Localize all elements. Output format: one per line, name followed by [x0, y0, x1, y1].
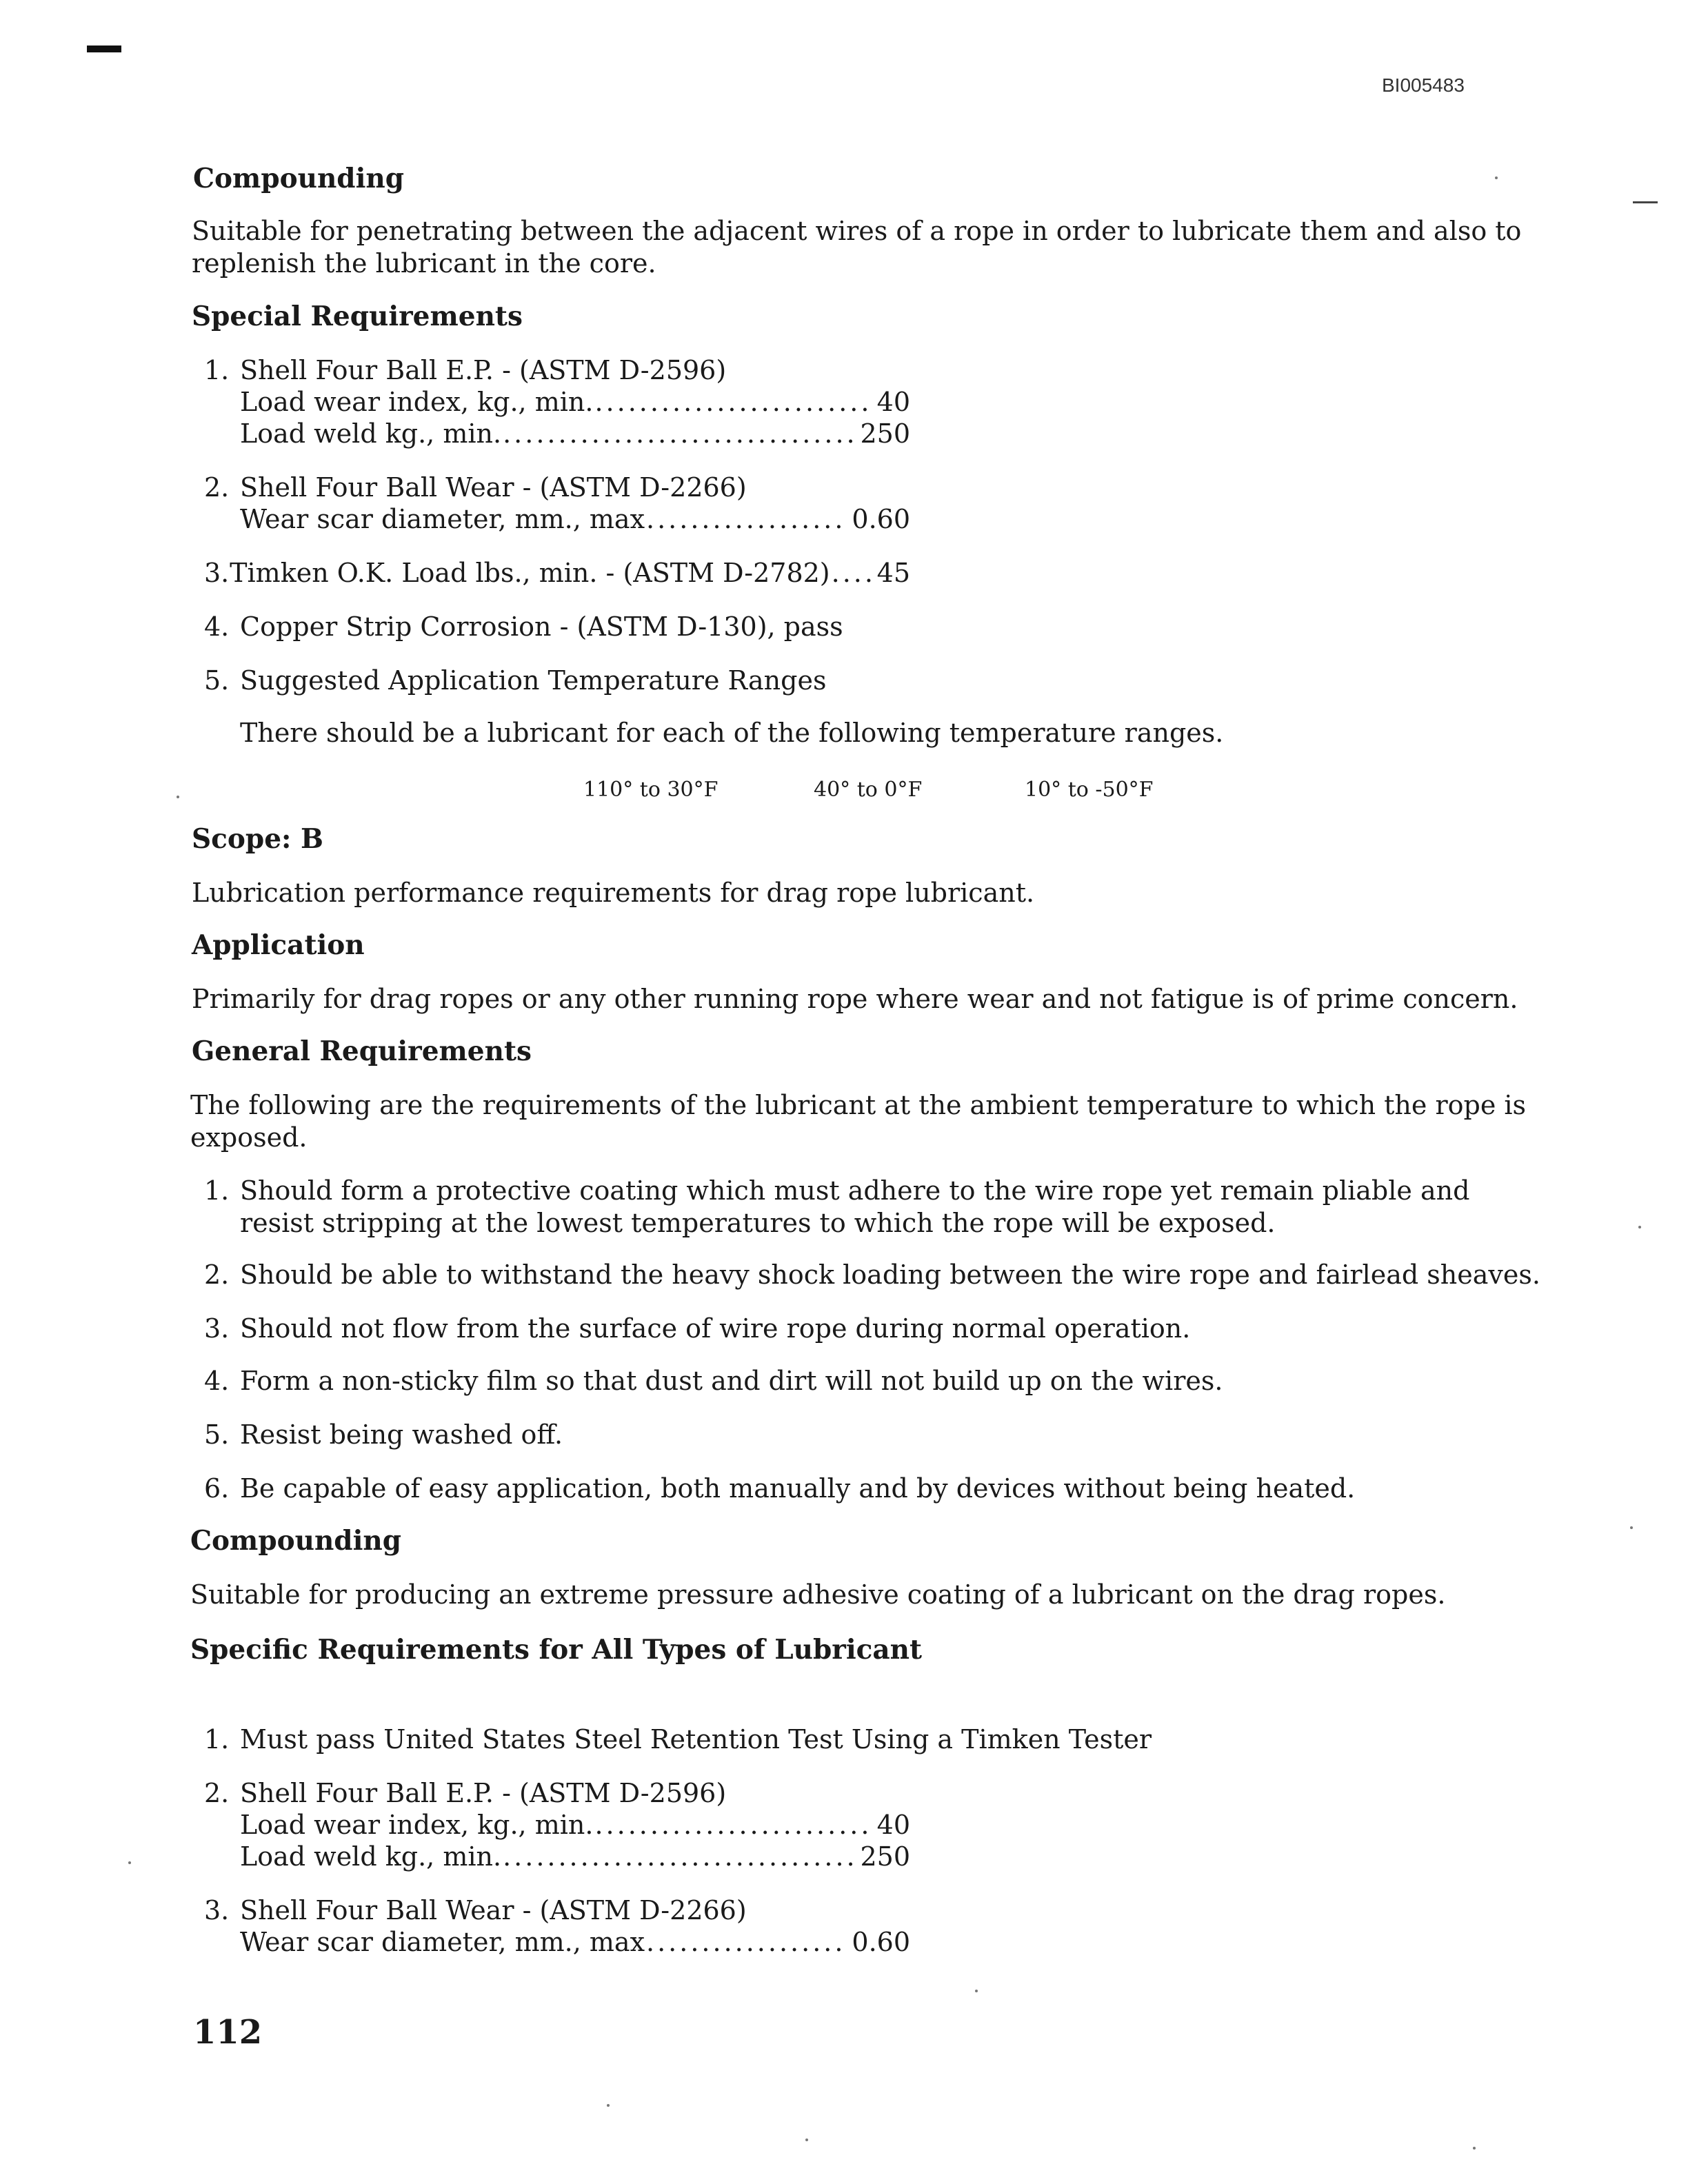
compounding-heading: Compounding [193, 163, 405, 194]
scan-speck [805, 2138, 808, 2141]
item-number: 1. [204, 355, 230, 385]
scope-heading: Scope: B [192, 823, 323, 855]
general-req-item-2 [204, 1262, 1540, 1288]
specific-req-item-3 [204, 1897, 747, 1923]
item-number: 5. [204, 665, 230, 696]
general-req-item-6 [204, 1475, 1355, 1502]
item-text: Be capable of easy application, both manually and by devices without being heated. [240, 1473, 1356, 1504]
leader-dots [646, 1929, 847, 1955]
spec-value: 250 [860, 1841, 910, 1872]
general-req-item-4 [204, 1368, 1223, 1394]
spec-row [240, 1929, 910, 1955]
spec-label: Load wear index, kg., min. [240, 387, 594, 417]
page-number: 112 [193, 2013, 263, 2052]
scan-speck [1473, 2147, 1476, 2150]
item-text: Resist being washed off. [240, 1419, 563, 1450]
application-text: Primarily for drag ropes or any other running rope where wear and not fatigue is of prime concern. [192, 984, 1518, 1014]
item-title: Shell Four Ball E.P. - (ASTM D-2596) [240, 355, 727, 385]
item-title: Shell Four Ball E.P. - (ASTM D-2596) [240, 1778, 727, 1808]
item-number: 2. [204, 1778, 230, 1808]
temp-range-3: 10° to -50°F [1025, 778, 1154, 802]
item-title: Shell Four Ball Wear - (ASTM D-2266) [240, 472, 747, 503]
spec-label: Timken O.K. Load lbs., min. - (ASTM D-2782) [230, 558, 830, 588]
spec-value: 0.60 [852, 1927, 910, 1957]
scan-dash [1633, 201, 1658, 203]
general-requirements-heading: General Requirements [192, 1035, 532, 1067]
item-number: 2. [204, 1260, 230, 1290]
compounding-2-text: Suitable for producing an extreme pressure adhesive coating of a lubricant on the drag ropes. [190, 1579, 1446, 1610]
scan-speck [1495, 176, 1498, 179]
spec-value: 40 [876, 387, 910, 417]
special-req-item-2 [204, 474, 747, 501]
scan-mark [87, 46, 121, 52]
document-id: BI005483 [1382, 74, 1465, 96]
item-title: Shell Four Ball Wear - (ASTM D-2266) [240, 1895, 747, 1925]
scan-speck [1630, 1526, 1633, 1529]
scan-speck [128, 1861, 131, 1864]
item-title: Suggested Application Temperature Ranges [240, 665, 827, 696]
specific-requirements-heading: Specific Requirements for All Types of Lubricant [190, 1634, 923, 1666]
leader-dots [594, 1812, 872, 1838]
special-req-item-1 [204, 357, 726, 383]
specific-req-item-2 [204, 1780, 726, 1806]
item-number: 6. [204, 1473, 230, 1504]
spec-row [240, 418, 910, 449]
leader-dots [594, 389, 872, 415]
leader-dots [832, 560, 873, 586]
spec-label: Load weld kg., min. [240, 418, 502, 449]
special-req-item-5 [204, 667, 826, 694]
spec-label: Load wear index, kg., min. [240, 1810, 594, 1840]
spec-row [240, 1843, 910, 1870]
scan-speck [1638, 1226, 1641, 1228]
special-req-item-4 [204, 611, 843, 642]
item-number: 1. [204, 1175, 230, 1206]
special-requirements-heading: Special Requirements [192, 301, 523, 332]
special-req-item-3 [204, 560, 910, 586]
item-text: Form a non-sticky film so that dust and dirt will not build up on the wires. [240, 1366, 1223, 1396]
compounding-text: Suitable for penetrating between the adjacent wires of a rope in order to lubricate them and also to replenish the lubricant in the core. [192, 216, 1522, 279]
leader-dots [646, 506, 847, 532]
general-req-item-1 [204, 1175, 1542, 1240]
temperature-intro: There should be a lubricant for each of the following temperature ranges. [240, 718, 1224, 748]
spec-value: 0.60 [852, 504, 910, 534]
item-title: Copper Strip Corrosion - (ASTM D-130), pass [240, 611, 843, 642]
item-number: 2. [204, 472, 230, 503]
item-text: Should not flow from the surface of wire rope during normal operation. [240, 1313, 1191, 1344]
scan-speck [607, 2104, 610, 2107]
temp-range-2: 40° to 0°F [814, 778, 923, 802]
scan-speck [177, 796, 179, 798]
item-number: 3. [204, 1895, 230, 1925]
scope-text: Lubrication performance requirements for drag rope lubricant. [192, 878, 1035, 908]
item-number: 1. [204, 1724, 230, 1755]
item-number: 3. [204, 1313, 230, 1344]
item-number: 4. [204, 1366, 230, 1396]
spec-label: Wear scar diameter, mm., max [240, 1927, 645, 1957]
item-text: Should form a protective coating which must adhere to the wire rope yet remain pliable and resist stripping at the lowest temperatures to which the rope will be exposed. [240, 1175, 1470, 1238]
item-text: Should be able to withstand the heavy shock loading between the wire rope and fairlead sheaves. [240, 1260, 1540, 1290]
item-title: Must pass United States Steel Retention Test Using a Timken Tester [240, 1724, 1152, 1755]
compounding-2-heading: Compounding [190, 1525, 402, 1557]
general-req-item-3 [204, 1315, 1190, 1342]
general-req-item-5 [204, 1419, 563, 1450]
spec-value: 45 [876, 558, 910, 588]
spec-row [240, 506, 910, 532]
scan-speck [975, 1990, 978, 1992]
leader-dots [503, 421, 856, 447]
specific-req-item-1 [204, 1724, 1152, 1755]
spec-label: Wear scar diameter, mm., max [240, 504, 645, 534]
spec-value: 40 [876, 1810, 910, 1840]
temp-range-1: 110° to 30°F [583, 778, 719, 802]
item-number: 3. [204, 558, 230, 588]
item-number: 4. [204, 611, 230, 642]
leader-dots [503, 1843, 856, 1870]
spec-value: 250 [860, 418, 910, 449]
application-heading: Application [192, 929, 365, 961]
spec-row [240, 1812, 910, 1838]
spec-label: Load weld kg., min. [240, 1841, 502, 1872]
spec-row [240, 389, 910, 415]
general-requirements-intro: The following are the requirements of the lubricant at the ambient temperature to which the rope is exposed. [190, 1090, 1527, 1153]
item-number: 5. [204, 1419, 230, 1450]
